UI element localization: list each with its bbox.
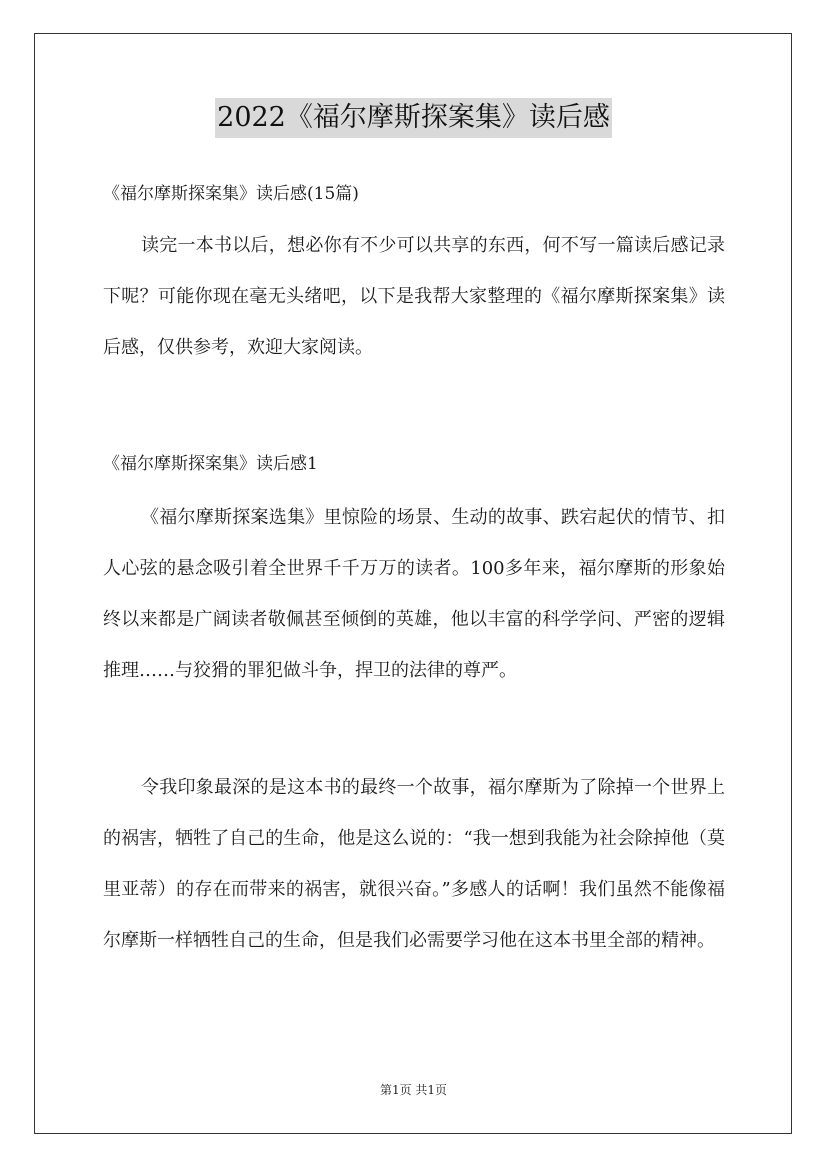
document-subtitle: 《福尔摩斯探案集》读后感(15篇) <box>103 184 359 204</box>
intro-paragraph: 读完一本书以后，想必你有不少可以共享的东西，何不写一篇读后感记录下呢？可能你现在毫无头绪吧，以下是我帮大家整理的《福尔摩斯探案集》读后感，仅供参考，欢迎大家阅读。 <box>103 235 725 358</box>
document-title: 2022《福尔摩斯探案集》读后感 <box>215 98 612 138</box>
title-container <box>0 98 827 138</box>
body-paragraph-2: 令我印象最深的是这本书的最终一个故事，福尔摩斯为了除掉一个世界上的祸害，牺牲了自己的生命，他是这么说的：“我一想到我能为社会除掉他（莫里亚蒂）的存在而带来的祸害，就很兴奋。”多感人的话啊！我们虽然不能像福尔摩斯一样牺牲自己的生命，但是我们必需要学习他在这本书里全部的精神。 <box>103 777 725 951</box>
page-footer: 第1页 共1页 <box>379 1083 448 1097</box>
body-paragraph-1: 《福尔摩斯探案选集》里惊险的场景、生动的故事、跌宕起伏的情节、扣人心弦的悬念吸引着全世界千千万万的读者。100多年来，福尔摩斯的形象始终以来都是广阔读者敬佩甚至倾倒的英雄，他以丰富的科学学问、严密的逻辑推理……与狡猾的罪犯做斗争，捍卫的法律的尊严。 <box>103 507 725 681</box>
section-heading: 《福尔摩斯探案集》读后感1 <box>103 454 318 474</box>
